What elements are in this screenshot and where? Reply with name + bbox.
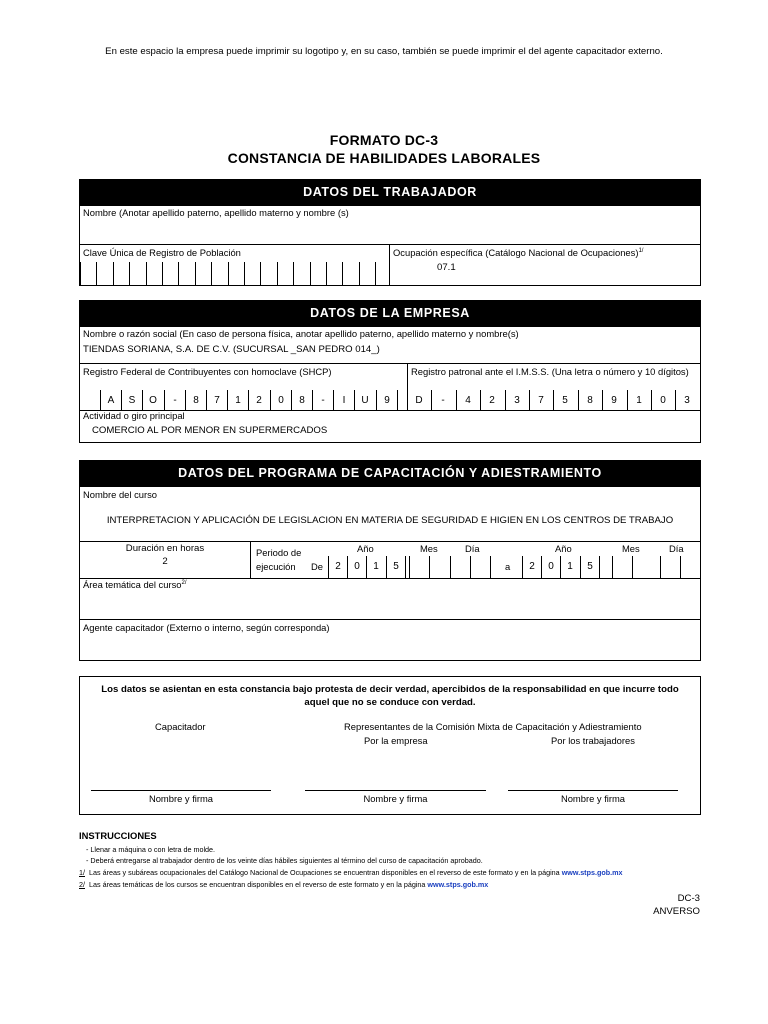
rfc-cell-divider xyxy=(312,390,313,410)
rfc-char[interactable]: S xyxy=(128,395,136,406)
logo-space-note: En este espacio la empresa puede imprimir su logotipo y, en su caso, también se puede imprimir el del agente capacitador externo. xyxy=(105,46,663,57)
rfc-char[interactable]: 8 xyxy=(193,395,199,406)
anio-desde-divider xyxy=(347,556,348,578)
imss-cell-divider xyxy=(675,390,676,410)
imss-char[interactable]: 9 xyxy=(611,395,617,406)
por-la-empresa-label: Por la empresa xyxy=(364,735,428,746)
curp-tick xyxy=(178,262,179,286)
agente-capacitador-label: Agente capacitador (Externo o interno, según corresponda) xyxy=(83,622,330,633)
firma-empresa-line[interactable] xyxy=(305,790,486,791)
imss-cell-divider xyxy=(602,390,603,410)
imss-char[interactable]: 5 xyxy=(562,395,568,406)
rfc-cell-divider xyxy=(376,390,377,410)
rfc-char[interactable]: 1 xyxy=(235,395,241,406)
rfc-cell-divider xyxy=(248,390,249,410)
imss-char[interactable]: 3 xyxy=(514,395,520,406)
rfc-char[interactable]: - xyxy=(173,395,177,406)
curp-tick xyxy=(195,262,196,286)
anio-desde-divider xyxy=(386,556,387,578)
anio-hasta-divider xyxy=(580,556,581,578)
agente-capacitador-field[interactable] xyxy=(80,636,700,660)
curp-tick xyxy=(244,262,245,286)
protesta-text-2: aquel que no se conduce con verdad. xyxy=(304,697,476,708)
curp-tick xyxy=(359,262,360,286)
curso-value[interactable]: INTERPRETACION Y APLICACIÓN DE LEGISLACION EN MATERIA DE SEGURIDAD E HIGIEN EN LOS CENTROS DE TRABAJO xyxy=(106,515,674,526)
imss-cell-divider xyxy=(651,390,652,410)
rfc-cell-divider xyxy=(227,390,228,410)
rfc-cell-divider xyxy=(185,390,186,410)
protesta-text-1: Los datos se asientan en esta constancia bajo protesta de decir verdad, apercibidos de la responsabilidad en que incurre todo xyxy=(101,684,679,695)
curp-label: Clave Única de Registro de Población xyxy=(83,247,241,258)
instruccion-4 xyxy=(79,880,488,889)
curp-tick xyxy=(310,262,311,286)
razon-social-value[interactable]: TIENDAS SORIANA, S.A. DE C.V. (SUCURSAL _SAN PEDRO 014_) xyxy=(83,344,380,355)
fecha-divider xyxy=(409,556,410,578)
imss-cell-divider xyxy=(700,390,701,410)
imss-cell-divider xyxy=(456,390,457,410)
rfc-char[interactable]: O xyxy=(149,395,157,406)
area-tematica-label: Área temática del curso$^{2/}$ xyxy=(83,579,187,590)
imss-cell-divider xyxy=(578,390,579,410)
dia-desde-label: Día xyxy=(465,543,480,554)
rfc-char[interactable]: 0 xyxy=(278,395,284,406)
rfc-char[interactable]: 8 xyxy=(299,395,305,406)
anio-desde-digit[interactable]: 5 xyxy=(393,561,399,572)
anio-hasta-digit[interactable]: 2 xyxy=(529,561,535,572)
curp-tick xyxy=(342,262,343,286)
imss-char[interactable]: 4 xyxy=(465,395,471,406)
rfc-cell-divider xyxy=(206,390,207,410)
por-los-trabajadores-label: Por los trabajadores xyxy=(551,735,635,746)
curp-tick xyxy=(293,262,294,286)
section-heading-empresa: DATOS DE LA EMPRESA xyxy=(79,300,701,327)
anio-hasta-digit[interactable]: 1 xyxy=(567,561,573,572)
form-code: DC-3 xyxy=(677,893,700,904)
razon-social-label: Nombre o razón social (En caso de persona física, anotar apellido paterno, apellido materno y nombre(s) xyxy=(83,328,519,339)
anio-hasta-divider xyxy=(541,556,542,578)
fecha-divider xyxy=(470,556,471,578)
imss-char[interactable]: 0 xyxy=(660,395,666,406)
ocupacion-label: Ocupación específica (Catálogo Nacional de Ocupaciones)$^{1/}$ xyxy=(393,247,644,258)
curso-label: Nombre del curso xyxy=(83,489,157,500)
rfc-cell-divider xyxy=(354,390,355,410)
rfc-cell-divider xyxy=(291,390,292,410)
imss-char[interactable]: 7 xyxy=(538,395,544,406)
curp-tick xyxy=(96,262,97,286)
anio-desde-digit[interactable]: 2 xyxy=(335,561,341,572)
imss-char[interactable]: 8 xyxy=(587,395,593,406)
nombre-firma-trabajadores: Nombre y firma xyxy=(560,793,626,804)
rfc-cell-divider xyxy=(142,390,143,410)
imss-char[interactable]: 2 xyxy=(489,395,495,406)
dia-hasta-label: Día xyxy=(669,543,684,554)
firma-capacitador-line[interactable] xyxy=(91,790,271,791)
rfc-cell-divider xyxy=(164,390,165,410)
curp-tick xyxy=(113,262,114,286)
imss-char[interactable]: 3 xyxy=(684,395,690,406)
ocupacion-footnote-ref: 1/ xyxy=(638,247,644,254)
duracion-value[interactable]: 2 xyxy=(162,556,168,567)
anio-desde-divider xyxy=(405,556,406,578)
fecha-divider xyxy=(660,556,661,578)
stps-link-1[interactable]: www.stps.gob.mx xyxy=(561,868,623,877)
area-footnote-ref: 2/ xyxy=(181,579,187,586)
anio-hasta-divider xyxy=(599,556,600,578)
curp-tick xyxy=(375,262,376,286)
rfc-cell-divider xyxy=(270,390,271,410)
curp-tick xyxy=(146,262,147,286)
anio-hasta-label: Año xyxy=(555,543,572,554)
anio-hasta-digit[interactable]: 0 xyxy=(548,561,554,572)
rfc-char[interactable]: U xyxy=(361,395,369,406)
anio-desde-divider xyxy=(366,556,367,578)
periodo-label: Periodo de xyxy=(256,547,302,558)
curp-tick xyxy=(260,262,261,286)
firma-trabajadores-line[interactable] xyxy=(508,790,678,791)
imss-cell-divider xyxy=(431,390,432,410)
form-subtitle: CONSTANCIA DE HABILIDADES LABORALES xyxy=(227,150,541,166)
rfc-cell-divider xyxy=(121,390,122,410)
imss-label: Registro patronal ante el I.M.S.S. (Una letra o número y 10 dígitos) xyxy=(411,366,689,377)
footnote-2-number: 2/ xyxy=(79,880,85,889)
fecha-divider xyxy=(450,556,451,578)
stps-link-2[interactable]: www.stps.gob.mx xyxy=(427,880,489,889)
form-side: ANVERSO xyxy=(653,906,700,917)
mes-hasta-label: Mes xyxy=(622,543,640,554)
curp-tick xyxy=(228,262,229,286)
nombre-trabajador-field[interactable] xyxy=(80,220,700,244)
fecha-divider xyxy=(612,556,613,578)
ocupacion-value[interactable]: 07.1 xyxy=(437,262,456,273)
rfc-char[interactable]: A xyxy=(107,395,115,406)
instruccion-1: - Llenar a máquina o con letra de molde. xyxy=(86,845,216,854)
mes-desde-label: Mes xyxy=(420,543,438,554)
imss-cell-divider xyxy=(529,390,530,410)
rfc-cell-divider xyxy=(333,390,334,410)
duracion-label: Duración en horas xyxy=(125,543,205,554)
curp-tick xyxy=(129,262,130,286)
rfc-cell-divider xyxy=(100,390,101,410)
capacitador-label: Capacitador xyxy=(155,721,206,732)
nombre-firma-capacitador: Nombre y firma xyxy=(148,793,214,804)
programa-section xyxy=(79,486,701,661)
fecha-divider xyxy=(632,556,633,578)
rfc-char[interactable]: I xyxy=(342,395,346,406)
anio-desde-divider xyxy=(328,556,329,578)
a-label: a xyxy=(505,561,511,572)
rfc-char[interactable]: 2 xyxy=(256,395,262,406)
anio-desde-digit[interactable]: 1 xyxy=(373,561,379,572)
section-heading-trabajador: DATOS DEL TRABAJADOR xyxy=(79,179,701,206)
imss-char[interactable]: 1 xyxy=(636,395,642,406)
fecha-divider xyxy=(680,556,681,578)
section-heading-programa: DATOS DEL PROGRAMA DE CAPACITACIÓN Y ADIESTRAMIENTO xyxy=(79,460,701,487)
comision-mixta-label: Representantes de la Comisión Mixta de Capacitación y Adiestramiento xyxy=(344,721,642,732)
ejecucion-label: ejecución xyxy=(256,561,296,572)
rfc-cell-divider xyxy=(397,390,398,410)
nombre-trabajador-label: Nombre (Anotar apellido paterno, apellido materno y nombre (s) xyxy=(83,207,349,218)
anio-hasta-digit[interactable]: 5 xyxy=(587,561,593,572)
rfc-label: Registro Federal de Contribuyentes con homoclave (SHCP) xyxy=(83,366,332,377)
anio-hasta-divider xyxy=(560,556,561,578)
imss-cell-divider xyxy=(553,390,554,410)
imss-cell-divider xyxy=(480,390,481,410)
de-label: De xyxy=(311,561,323,572)
anio-hasta-divider xyxy=(522,556,523,578)
instruccion-3 xyxy=(79,868,623,877)
fecha-divider xyxy=(429,556,430,578)
rfc-char[interactable]: 9 xyxy=(384,395,390,406)
footnote-2-text: Las áreas temáticas de los cursos se encuentran disponibles en el reverso de este formato y en la página xyxy=(89,880,426,889)
imss-char[interactable]: - xyxy=(441,395,445,406)
imss-cell-divider xyxy=(627,390,628,410)
anio-desde-digit[interactable]: 0 xyxy=(354,561,360,572)
footnote-1-text: Las áreas y subáreas ocupacionales del Catálogo Nacional de Ocupaciones se encuentran disponibles en el reverso de este formato y en la página xyxy=(89,868,560,877)
imss-char[interactable]: D xyxy=(415,395,423,406)
fecha-divider xyxy=(490,556,491,578)
curp-tick xyxy=(162,262,163,286)
rfc-char[interactable]: - xyxy=(321,395,325,406)
area-tematica-field[interactable] xyxy=(80,592,700,618)
imss-cell-divider xyxy=(505,390,506,410)
curp-tick xyxy=(277,262,278,286)
curp-tick xyxy=(211,262,212,286)
instruccion-2: - Deberá entregarse al trabajador dentro de los veinte días hábiles siguientes al término del curso de capacitación aprobado. xyxy=(86,856,483,865)
footnote-1-number: 1/ xyxy=(79,868,85,877)
curp-tick xyxy=(326,262,327,286)
nombre-firma-empresa: Nombre y firma xyxy=(363,793,428,804)
anio-desde-label: Año xyxy=(357,543,374,554)
form-title: FORMATO DC-3 xyxy=(329,132,439,148)
rfc-char[interactable]: 7 xyxy=(214,395,220,406)
actividad-value[interactable]: COMERCIO AL POR MENOR EN SUPERMERCADOS xyxy=(92,425,328,436)
instrucciones-heading: INSTRUCCIONES xyxy=(79,830,157,841)
actividad-label: Actividad o giro principal xyxy=(83,410,185,421)
curp-tick xyxy=(80,262,81,286)
